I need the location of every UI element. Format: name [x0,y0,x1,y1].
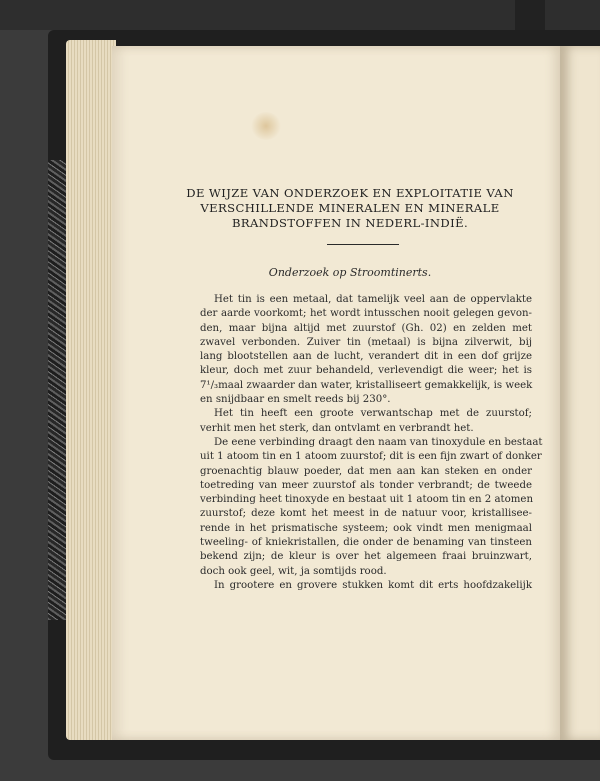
text-line: bekend zijn; de kleur is over het algemeen fraai bruinzwart, [200,551,532,563]
text-line: lang blootstellen aan de lucht, verandert dit in een dof grijze [200,351,532,363]
text-line: Het tin heeft een groote verwantschap met de zuurstof; [214,408,532,420]
text-line: toetreding van meer zuurstof als tonder verbrandt; de tweede [200,479,532,491]
text-line: kleur, doch met zuur behandeld, verlevendigt die weer; het is [200,365,532,377]
section-heading: Onderzoek op Stroomtinerts. [268,266,432,279]
chapter-title [150,186,550,231]
paper-stain [250,112,282,140]
body-text [200,293,543,593]
text-line: verhit men het sterk, dan ontvlamt en verbrandt het. [200,422,474,434]
title-line: BRANDSTOFFEN IN NEDERL-INDIË. [231,216,469,230]
text-line: den, maar bijna altijd met zuurstof (Gh. 02) en zelden met [200,322,532,334]
text-line: zwavel verbonden. Zuiver tin (metaal) is bijna zilverwit, bij [200,336,532,348]
title-line: DE WIJZE VAN ONDERZOEK EN EXPLOITATIE VAN [186,186,514,200]
text-line: doch ook geel, wit, ja somtijds rood. [200,565,387,577]
background [0,0,600,30]
text-line: der aarde voorkomt; het wordt intusschen nooit gelegen gevon- [200,308,532,320]
divider-rule [327,244,399,245]
text-line: groenachtig blauw poeder, dat men aan kan steken en onder [200,465,532,477]
text-line: De eene verbinding draagt den naam van tinoxydule en bestaat [214,436,543,448]
text-line: In grootere en grovere stukken komt dit erts hoofdzakelijk [214,579,532,591]
text-line: uit 1 atoom tin en 1 atoom zuurstof; dit is een fijn zwart of donker [200,451,542,463]
book-spine [515,0,545,30]
title-line: VERSCHILLENDE MINERALEN EN MINERALE [200,201,500,215]
text-line: verbinding heet tinoxyde en bestaat uit 1 atoom tin en 2 atomen [200,494,534,506]
text-line: tweeling- of kniekristallen, die onder de benaming van tinsteen [200,537,532,549]
text-line: zuurstof; deze komt het meest in de natuur voor, kristallisee- [200,508,532,520]
text-line: rende in het prismatische systeem; ook vindt men menigmaal [200,522,532,534]
text-line: Het tin is een metaal, dat tamelijk veel aan de oppervlakte [214,294,532,305]
text-line: 7¹/₃maal zwaarder dan water, kristalliseert gemakkelijk, is week [200,379,533,391]
text-line: en snijdbaar en smelt reeds bij 230°. [200,394,391,406]
facing-page-edge [560,46,600,740]
page-edges [66,40,116,740]
